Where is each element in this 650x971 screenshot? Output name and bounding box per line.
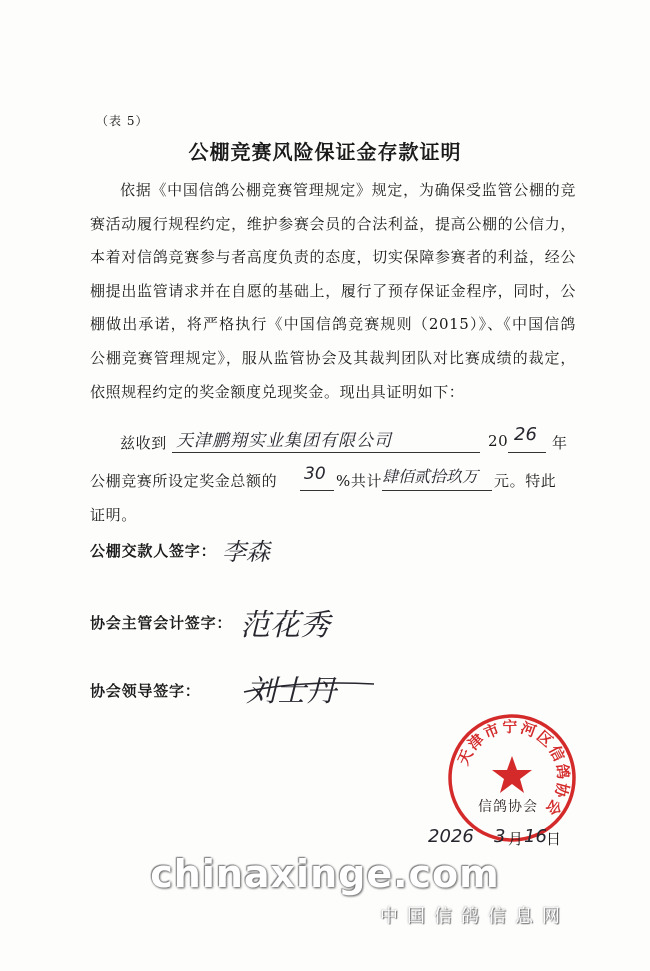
amount-written: 肆佰贰拾玖万 xyxy=(382,467,479,486)
amount-underline xyxy=(382,490,492,491)
date-day: 16 xyxy=(524,826,547,847)
year-underline xyxy=(508,452,546,453)
association-seal xyxy=(446,712,578,844)
seal-org-name: 信鸽协会 xyxy=(478,799,538,815)
date-month: 3 xyxy=(494,826,506,847)
received-prefix: 兹收到 xyxy=(120,434,167,452)
leader-label: 协会领导签字： xyxy=(90,682,201,700)
year-suffix: 26 xyxy=(514,424,537,445)
accountant-signature: 范花秀 xyxy=(240,608,330,643)
year-unit: 年 xyxy=(552,434,568,452)
amount-unit: 元。特此 xyxy=(494,472,557,490)
accountant-label: 协会主管会计签字： xyxy=(90,614,233,632)
company-underline xyxy=(172,452,480,453)
percent-underline xyxy=(300,490,334,491)
leader-signature-stroke xyxy=(240,672,380,702)
body-paragraph: 依据《中国信鸽公棚竞赛管理规定》规定，为确保受监管公棚的竞赛活动履行规程约定，维护参赛会员的合法利益，提高公棚的公信力，本着对信鸽竞赛参与者高度负责的态度，切实保障参赛者的利益，经公棚提出监管请求并在自愿的基础上，履行了预存保证金程序，同时，公棚做出承诺，将严格执行《中国信鸽竞赛规则（2015）》、《中国信鸽公棚竞赛管理规定》，服从监管协会及其裁判团队对比赛成绩的裁定，依照规程约定的奖金额度兑现奖金。现出具证明如下： xyxy=(90,181,576,401)
line3-text: 证明。 xyxy=(90,506,137,524)
date-month-unit: 月 xyxy=(508,830,524,848)
document-title: 公棚竞赛风险保证金存款证明 xyxy=(188,140,462,164)
depositor-signature: 李森 xyxy=(222,538,270,566)
watermark-site-name: 中国信鸽信息网 xyxy=(380,906,569,927)
seal-ring-text: 天津市宁河区信鸽协会 xyxy=(454,717,573,821)
line2-prefix: 公棚竞赛所设定奖金总额的 xyxy=(90,472,278,490)
received-company: 天津鹏翔实业集团有限公司 xyxy=(176,431,392,451)
date-year: 2026 xyxy=(428,826,474,847)
form-label: （表 5） xyxy=(96,114,149,128)
year-prefix: 20 xyxy=(488,432,509,450)
leader-signature: 刘士丹 xyxy=(246,674,336,709)
seal-star-icon xyxy=(492,756,532,793)
depositor-label: 公棚交款人签字： xyxy=(90,542,217,560)
date-day-unit: 日 xyxy=(546,830,562,848)
percent-suffix: %共计 xyxy=(336,472,383,490)
percent-value: 30 xyxy=(304,464,326,484)
watermark-domain: chinaxinge.com xyxy=(150,852,500,896)
